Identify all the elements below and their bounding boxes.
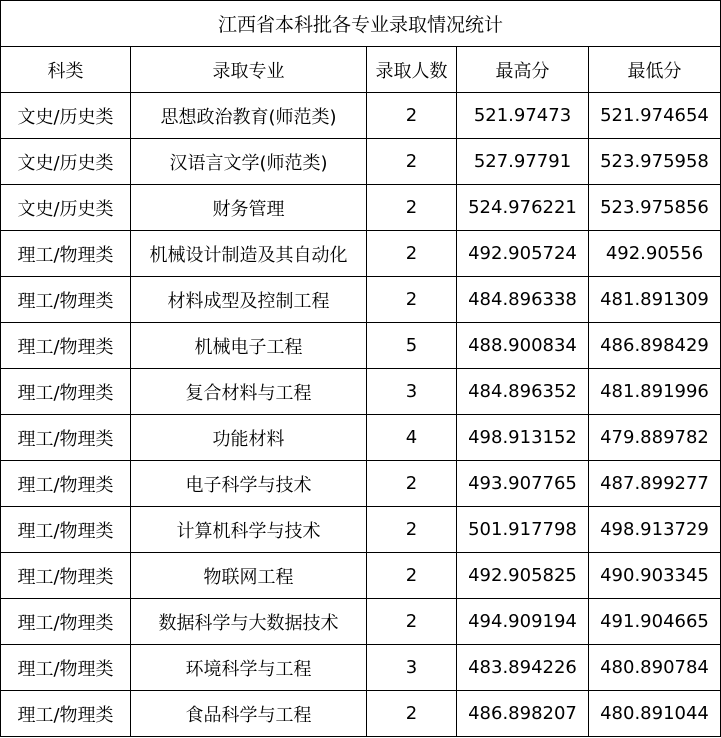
cell-major: 财务管理: [131, 185, 367, 231]
cell-min-score: 486.898429: [589, 323, 721, 369]
cell-category: 理工/物理类: [1, 231, 131, 277]
table-row: [1, 231, 721, 277]
cell-max-score: 498.913152: [457, 415, 589, 461]
cell-major: 功能材料: [131, 415, 367, 461]
cell-max-score: 524.976221: [457, 185, 589, 231]
cell-category: 理工/物理类: [1, 323, 131, 369]
header-min-score: 最低分: [589, 47, 721, 93]
cell-min-score: 521.974654: [589, 93, 721, 139]
table-row: [1, 691, 721, 737]
cell-major: 汉语言文学(师范类): [131, 139, 367, 185]
table-row: [1, 507, 721, 553]
cell-max-score: 484.896352: [457, 369, 589, 415]
table-row: [1, 415, 721, 461]
cell-category: 理工/物理类: [1, 507, 131, 553]
cell-category: 理工/物理类: [1, 461, 131, 507]
header-major: 录取专业: [131, 47, 367, 93]
cell-max-score: 483.894226: [457, 645, 589, 691]
cell-max-score: 494.909194: [457, 599, 589, 645]
table-row: [1, 553, 721, 599]
cell-min-score: 487.899277: [589, 461, 721, 507]
cell-major: 材料成型及控制工程: [131, 277, 367, 323]
cell-max-score: 527.97791: [457, 139, 589, 185]
title-row: [1, 1, 721, 47]
cell-max-score: 486.898207: [457, 691, 589, 737]
cell-category: 理工/物理类: [1, 277, 131, 323]
cell-major: 计算机科学与技术: [131, 507, 367, 553]
table-row: [1, 599, 721, 645]
cell-major: 机械电子工程: [131, 323, 367, 369]
cell-category: 理工/物理类: [1, 553, 131, 599]
cell-count: 3: [367, 645, 457, 691]
table-row: [1, 645, 721, 691]
header-category: 科类: [1, 47, 131, 93]
cell-min-score: 492.90556: [589, 231, 721, 277]
cell-min-score: 491.904665: [589, 599, 721, 645]
cell-major: 数据科学与大数据技术: [131, 599, 367, 645]
cell-count: 2: [367, 93, 457, 139]
cell-count: 3: [367, 369, 457, 415]
cell-max-score: 521.97473: [457, 93, 589, 139]
cell-category: 理工/物理类: [1, 369, 131, 415]
cell-count: 2: [367, 507, 457, 553]
cell-max-score: 492.905825: [457, 553, 589, 599]
cell-min-score: 498.913729: [589, 507, 721, 553]
header-max-score: 最高分: [457, 47, 589, 93]
cell-count: 2: [367, 461, 457, 507]
table-title: 江西省本科批各专业录取情况统计: [1, 1, 721, 47]
cell-count: 2: [367, 231, 457, 277]
cell-min-score: 480.891044: [589, 691, 721, 737]
cell-major: 食品科学与工程: [131, 691, 367, 737]
cell-count: 4: [367, 415, 457, 461]
cell-major: 复合材料与工程: [131, 369, 367, 415]
cell-max-score: 501.917798: [457, 507, 589, 553]
cell-category: 理工/物理类: [1, 415, 131, 461]
cell-count: 2: [367, 553, 457, 599]
cell-count: 2: [367, 277, 457, 323]
cell-category: 文史/历史类: [1, 93, 131, 139]
cell-category: 文史/历史类: [1, 185, 131, 231]
cell-max-score: 484.896338: [457, 277, 589, 323]
header-count: 录取人数: [367, 47, 457, 93]
table-row: [1, 139, 721, 185]
cell-min-score: 479.889782: [589, 415, 721, 461]
table-row: [1, 323, 721, 369]
cell-min-score: 481.891309: [589, 277, 721, 323]
cell-count: 2: [367, 691, 457, 737]
cell-major: 环境科学与工程: [131, 645, 367, 691]
cell-category: 文史/历史类: [1, 139, 131, 185]
cell-min-score: 481.891996: [589, 369, 721, 415]
cell-count: 5: [367, 323, 457, 369]
cell-category: 理工/物理类: [1, 691, 131, 737]
cell-min-score: 523.975958: [589, 139, 721, 185]
cell-category: 理工/物理类: [1, 645, 131, 691]
cell-major: 思想政治教育(师范类): [131, 93, 367, 139]
cell-category: 理工/物理类: [1, 599, 131, 645]
cell-min-score: 490.903345: [589, 553, 721, 599]
cell-max-score: 488.900834: [457, 323, 589, 369]
table-body: [1, 93, 721, 737]
table-row: [1, 93, 721, 139]
cell-max-score: 493.907765: [457, 461, 589, 507]
cell-major: 机械设计制造及其自动化: [131, 231, 367, 277]
table-row: [1, 369, 721, 415]
cell-count: 2: [367, 185, 457, 231]
table-row: [1, 277, 721, 323]
cell-min-score: 480.890784: [589, 645, 721, 691]
header-row: [1, 47, 721, 93]
cell-max-score: 492.905724: [457, 231, 589, 277]
cell-count: 2: [367, 599, 457, 645]
cell-major: 物联网工程: [131, 553, 367, 599]
cell-min-score: 523.975856: [589, 185, 721, 231]
table-row: [1, 461, 721, 507]
table-row: [1, 185, 721, 231]
cell-major: 电子科学与技术: [131, 461, 367, 507]
cell-count: 2: [367, 139, 457, 185]
